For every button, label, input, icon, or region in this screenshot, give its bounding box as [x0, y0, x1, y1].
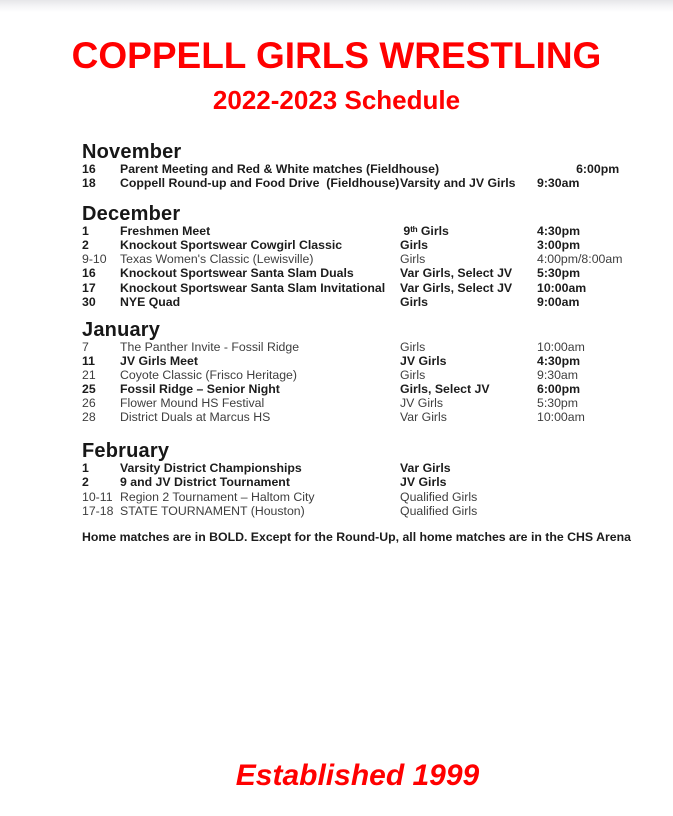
- schedule-row: [82, 461, 673, 475]
- schedule-date: 1: [82, 224, 89, 239]
- established-footer: Established 1999: [235, 759, 480, 792]
- schedule-group: Qualified Girls: [400, 503, 478, 518]
- schedule-event: Knockout Sportswear Cowgirl Classic: [120, 238, 343, 253]
- schedule-row: [82, 224, 673, 238]
- schedule-date: 16: [82, 266, 96, 281]
- schedule-row: [82, 504, 673, 518]
- schedule-event: Freshmen Meet: [120, 224, 211, 239]
- schedule-group: JV Girls: [400, 396, 444, 411]
- schedule-row: [82, 295, 673, 309]
- schedule-group: Var Girls: [400, 410, 447, 425]
- schedule-event: The Panther Invite - Fossil Ridge: [120, 339, 300, 354]
- schedule-date: 16: [82, 162, 96, 176]
- home-matches-note: Home matches are in BOLD. Except for the Round-Up, all home matches are in the CHS Arena: [82, 529, 631, 544]
- schedule-row: [82, 238, 673, 252]
- page-title: COPPELL GIRLS WRESTLING: [71, 35, 602, 76]
- schedule-event: JV Girls Meet: [120, 353, 198, 368]
- schedule-group: Girls: [400, 252, 426, 267]
- schedule-event: Knockout Sportswear Santa Slam Invitational: [120, 280, 386, 295]
- schedule-group: Girls: [400, 339, 426, 354]
- schedule-event: Knockout Sportswear Santa Slam Duals: [120, 266, 354, 281]
- schedule-date: 17-18: [82, 503, 114, 518]
- month-section: [82, 142, 673, 190]
- page-top-shadow: [0, 0, 673, 12]
- schedule-date: 11: [82, 353, 95, 368]
- schedule-group: JV Girls: [400, 475, 447, 490]
- month-section: [82, 204, 673, 309]
- schedule-row: [82, 176, 673, 190]
- schedule-date: 7: [82, 339, 89, 354]
- schedule-time: 9:30am: [537, 176, 580, 191]
- schedule-row: [82, 354, 673, 368]
- schedule-time: 9:30am: [537, 367, 579, 382]
- schedule-time: 6:00pm: [576, 162, 620, 176]
- schedule-event: STATE TOURNAMENT (Houston): [120, 503, 305, 518]
- schedule-time: 6:00pm: [537, 382, 581, 397]
- schedule-date: 1: [82, 461, 89, 476]
- schedule: [82, 142, 673, 544]
- schedule-date: 30: [82, 294, 96, 309]
- schedule-row: [82, 490, 673, 504]
- month-header: November: [82, 141, 182, 163]
- schedule-time: 4:30pm: [537, 224, 581, 239]
- schedule-event: Region 2 Tournament – Haltom City: [120, 489, 315, 504]
- schedule-row: [82, 252, 673, 266]
- schedule-time: 9:00am: [537, 294, 580, 309]
- schedule-time: 10:00am: [537, 280, 587, 295]
- schedule-row: [82, 340, 673, 354]
- schedule-row: [82, 162, 673, 176]
- schedule-event: Coppell Round-up and Food Drive (Fieldhouse): [120, 176, 400, 191]
- schedule-group: 9ᵗʰ Girls: [400, 224, 449, 239]
- month-header: February: [82, 440, 170, 463]
- schedule-time: 10:00am: [537, 410, 585, 425]
- schedule-time: 4:00pm/8:00am: [537, 252, 623, 267]
- month-header: January: [82, 318, 161, 341]
- schedule-event: Texas Women's Classic (Lewisville): [120, 252, 314, 267]
- schedule-group: Girls, Select JV: [400, 382, 490, 397]
- schedule-group: Girls: [400, 238, 429, 253]
- schedule-event: District Duals at Marcus HS: [120, 410, 271, 425]
- month-section: [82, 320, 673, 425]
- schedule-event: 9 and JV District Tournament: [120, 475, 290, 490]
- month-section: [82, 441, 673, 517]
- schedule-time: 4:30pm: [537, 353, 581, 368]
- schedule-date: 17: [82, 280, 96, 295]
- schedule-date: 2: [82, 475, 89, 490]
- schedule-event: Flower Mound HS Festival: [120, 396, 265, 411]
- schedule-date: 9-10: [82, 252, 107, 267]
- schedule-group: JV Girls: [400, 353, 447, 368]
- schedule-row: [82, 410, 673, 424]
- schedule-date: 28: [82, 410, 96, 425]
- schedule-date: 18: [82, 176, 96, 191]
- schedule-event: Parent Meeting and Red & White matches (Fieldhouse): [120, 162, 440, 176]
- schedule-date: 21: [82, 367, 96, 382]
- schedule-row: [82, 281, 673, 295]
- schedule-row: [82, 475, 673, 489]
- schedule-event: Fossil Ridge – Senior Night: [120, 382, 280, 397]
- schedule-group: Girls: [400, 294, 429, 309]
- schedule-date: 10-11: [82, 489, 113, 504]
- schedule-group: Var Girls, Select JV: [400, 266, 513, 281]
- page-subtitle: 2022-2023 Schedule: [212, 85, 461, 115]
- schedule-sections: [82, 142, 673, 518]
- schedule-date: 26: [82, 396, 96, 411]
- schedule-group: Varsity and JV Girls: [400, 176, 516, 191]
- schedule-event: NYE Quad: [120, 294, 181, 309]
- schedule-group: Qualified Girls: [400, 489, 478, 504]
- schedule-group: Var Girls, Select JV: [400, 280, 513, 295]
- schedule-row: [82, 266, 673, 280]
- schedule-date: 2: [82, 238, 89, 253]
- schedule-group: Var Girls: [400, 461, 451, 476]
- schedule-row: [82, 368, 673, 382]
- schedule-date: 25: [82, 382, 96, 397]
- schedule-event: Varsity District Championships: [120, 461, 302, 476]
- month-header: December: [82, 203, 181, 226]
- schedule-time: 5:30pm: [537, 396, 579, 411]
- schedule-row: [82, 396, 673, 410]
- schedule-time: 3:00pm: [537, 238, 581, 253]
- schedule-row: [82, 382, 673, 396]
- schedule-time: 5:30pm: [537, 266, 581, 281]
- schedule-time: 10:00am: [537, 339, 585, 354]
- schedule-group: Girls: [400, 367, 426, 382]
- schedule-event: Coyote Classic (Frisco Heritage): [120, 367, 297, 382]
